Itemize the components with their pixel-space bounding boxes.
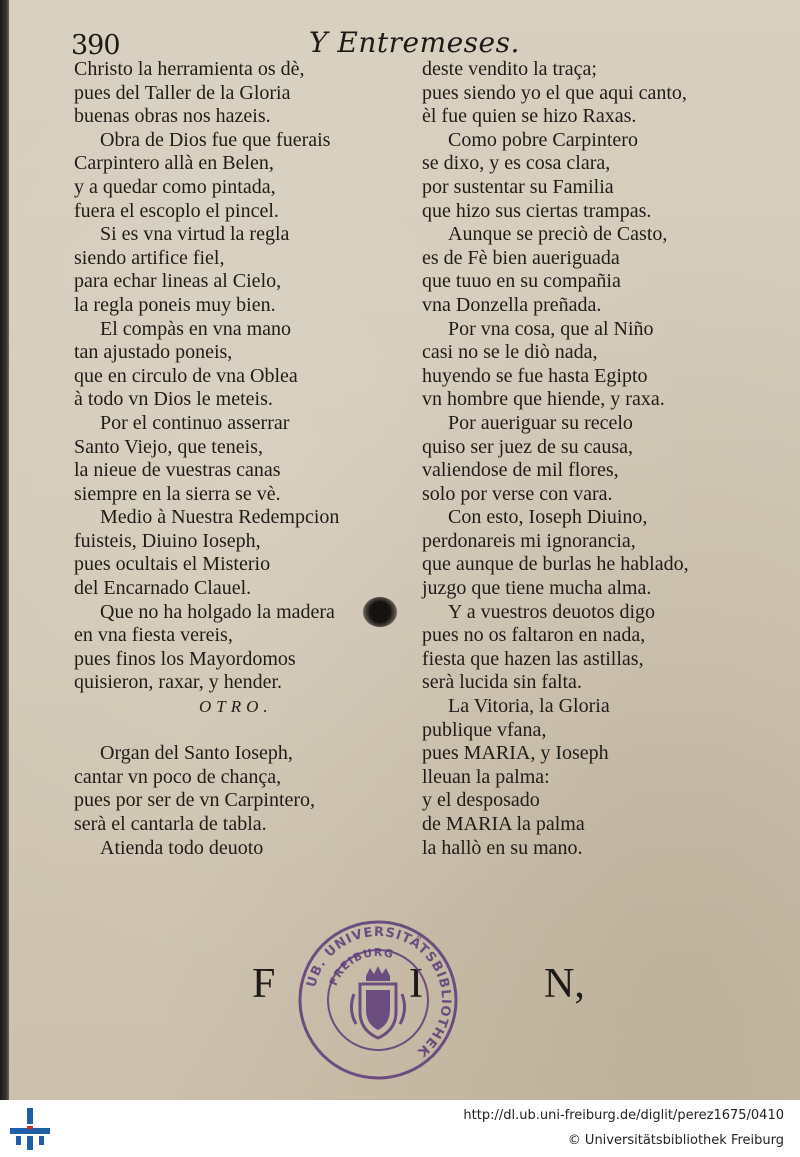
verse-line: se dixo, y es cosa clara, bbox=[422, 152, 611, 175]
right-text-column bbox=[422, 58, 689, 860]
coat-of-arms-icon bbox=[351, 966, 404, 1038]
verse-line: que aunque de burlas he hablado, bbox=[422, 553, 689, 576]
verse-line: èl fue quien se hizo Raxas. bbox=[422, 105, 637, 128]
verse-line: y el desposado bbox=[422, 789, 540, 812]
stamp-inner-text: FREIBURG bbox=[326, 945, 396, 988]
verse-line: y a quedar como pintada, bbox=[74, 175, 276, 198]
verse-line: Si es vna virtud la regla bbox=[100, 223, 290, 246]
verse-line: vna Donzella preñada. bbox=[422, 293, 602, 316]
verse-line: la hallò en su mano. bbox=[422, 836, 583, 859]
verse-line: siendo artifice fiel, bbox=[74, 246, 225, 269]
verse-line: vn hombre que hiende, y raxa. bbox=[422, 388, 665, 411]
left-text-column bbox=[74, 58, 339, 860]
verse-line: Aunque se preciò de Casto, bbox=[448, 223, 668, 246]
blank-line bbox=[74, 719, 339, 743]
verse-line: la regla poneis muy bien. bbox=[74, 293, 276, 316]
verse-line: quisieron, raxar, y hender. bbox=[74, 671, 283, 694]
viewer-footer bbox=[0, 1100, 800, 1157]
verse-line: Que no ha holgado la madera bbox=[100, 600, 335, 623]
verse-line: fuisteis, Diuino Ioseph, bbox=[74, 529, 261, 552]
verse-line: Carpintero allà en Belen, bbox=[74, 152, 274, 175]
verse-line: Y a vuestros deuotos digo bbox=[448, 600, 656, 623]
verse-line: siempre en la sierra se vè. bbox=[74, 482, 281, 505]
verse-line: quiso ser juez de su causa, bbox=[422, 435, 634, 458]
verse-line: pues siendo yo el que aqui canto, bbox=[422, 81, 687, 104]
verse-line: Obra de Dios fue que fuerais bbox=[100, 128, 331, 151]
verse-line: serà lucida sin falta. bbox=[422, 671, 582, 694]
verse-line: Con esto, Ioseph Diuino, bbox=[448, 506, 648, 529]
verse-line: Atienda todo deuoto bbox=[100, 836, 264, 859]
verse-line: juzgo que tiene mucha alma. bbox=[422, 577, 652, 600]
copyright-notice: © Universitätsbibliothek Freiburg bbox=[567, 1133, 784, 1148]
verse-line: del Encarnado Clauel. bbox=[74, 577, 252, 600]
verse-line: tan ajustado poneis, bbox=[74, 341, 233, 364]
verse-line: pues del Taller de la Gloria bbox=[74, 81, 291, 104]
verse-line: pues ocultais el Misterio bbox=[74, 553, 271, 576]
verse-line: huyendo se fue hasta Egipto bbox=[422, 364, 648, 387]
verse-line: es de Fè bien aueriguada bbox=[422, 246, 620, 269]
stamp-outer-text: UB. UNIVERSITÄTSBIBLIOTHEK bbox=[304, 924, 454, 1060]
book-binding-edge bbox=[0, 0, 9, 1100]
scanned-book-page bbox=[9, 0, 800, 1100]
running-title: Y Entremeses. bbox=[309, 26, 520, 59]
section-heading: OTRO. bbox=[199, 697, 273, 717]
verse-line: de MARIA la palma bbox=[422, 813, 585, 835]
verse-line: para echar lineas al Cielo, bbox=[74, 270, 282, 293]
verse-line: Santo Viejo, que teneis, bbox=[74, 435, 263, 458]
verse-line: que hizo sus ciertas trampas. bbox=[422, 199, 652, 222]
verse-line: Como pobre Carpintero bbox=[448, 128, 638, 151]
fin-letter-i: I bbox=[409, 961, 423, 1007]
verse-line: fuera el escoplo el pincel. bbox=[74, 199, 279, 222]
permalink-url[interactable]: http://dl.ub.uni-freiburg.de/diglit/perez1675/0410 bbox=[463, 1108, 784, 1123]
verse-line: buenas obras nos hazeis. bbox=[74, 105, 271, 128]
verse-line: Organ del Santo Ioseph, bbox=[100, 742, 293, 765]
verse-line: casi no se le diò nada, bbox=[422, 341, 598, 364]
library-stamp bbox=[296, 918, 460, 1082]
verse-line: pues no os faltaron en nada, bbox=[422, 624, 646, 647]
verse-line: solo por verse con vara. bbox=[422, 482, 613, 505]
verse-line: pues finos los Mayordomos bbox=[74, 647, 296, 670]
verse-line: Medio à Nuestra Redempcion bbox=[100, 506, 340, 529]
verse-line: El compàs en vna mano bbox=[100, 317, 292, 340]
fin-letter-f: F bbox=[252, 961, 276, 1007]
university-library-logo-icon bbox=[8, 1106, 52, 1152]
verse-line: deste vendito la traça; bbox=[422, 58, 597, 80]
verse-line: Por vna cosa, que al Niño bbox=[448, 317, 654, 340]
verse-line: Por el continuo asserrar bbox=[100, 411, 290, 434]
fin-letter-n: N, bbox=[544, 961, 585, 1007]
verse-line: publique vfana, bbox=[422, 718, 547, 741]
verse-line: cantar vn poco de chança, bbox=[74, 765, 282, 788]
verse-line: la nieue de vuestras canas bbox=[74, 459, 281, 482]
verse-line: à todo vn Dios le meteis. bbox=[74, 388, 273, 411]
verse-line: valiendose de mil flores, bbox=[422, 459, 619, 482]
verse-line: lleuan la palma: bbox=[422, 765, 550, 788]
verse-line: en vna fiesta vereis, bbox=[74, 624, 233, 647]
verse-line: Christo la herramienta os dè, bbox=[74, 58, 305, 80]
verse-line: pues por ser de vn Carpintero, bbox=[74, 789, 316, 812]
verse-line: que tuuo en su compañia bbox=[422, 270, 621, 293]
verse-line: que en circulo de vna Oblea bbox=[74, 364, 298, 387]
verse-line: pues MARIA, y Ioseph bbox=[422, 742, 609, 765]
page-number: 390 bbox=[71, 30, 120, 61]
verse-line: por sustentar su Familia bbox=[422, 175, 614, 198]
verse-line: Por aueriguar su recelo bbox=[448, 411, 633, 434]
verse-line: La Vitoria, la Gloria bbox=[448, 695, 610, 718]
ink-blot bbox=[363, 597, 397, 627]
verse-line: serà el cantarla de tabla. bbox=[74, 813, 267, 835]
verse-line: fiesta que hazen las astillas, bbox=[422, 647, 644, 670]
verse-line: perdonareis mi ignorancia, bbox=[422, 529, 636, 552]
